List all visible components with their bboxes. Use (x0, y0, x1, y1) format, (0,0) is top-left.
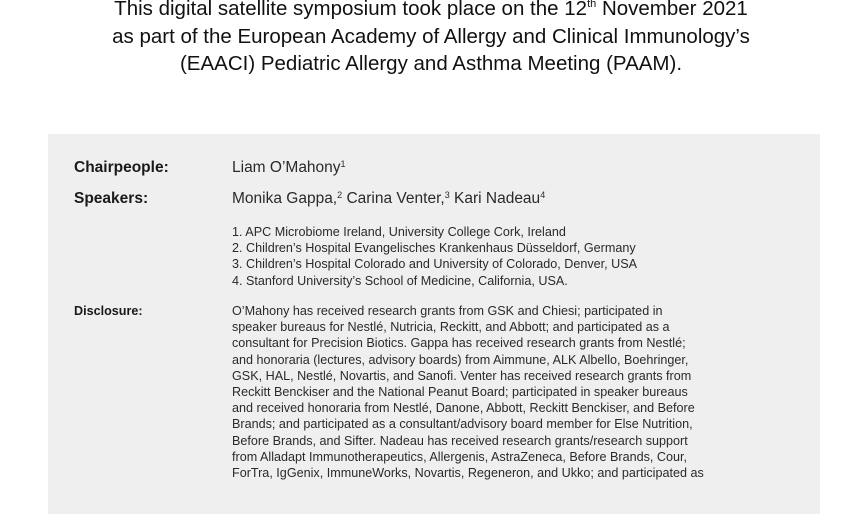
disclosure-line: consultant for Precision Biotics. Gappa has received research grants from Nestlé; (232, 336, 686, 351)
intro-line-3: (EAACI) Pediatric Allergy and Asthma Meeting (PAAM). (179, 52, 683, 75)
chairpeople-value: Liam O’Mahony$^1$ (232, 159, 346, 176)
disclosure-line: O’Mahony has received research grants from GSK and Chiesi; participated in (232, 304, 663, 318)
disclosure-line: and received honoraria from Nestlé, Danone, Abbott, Reckitt Benckiser, and Before (232, 401, 695, 416)
disclosure-line: Reckitt Benckiser and the National Peanut Board; participated in speaker bureaus (232, 385, 688, 400)
disclosure-line: from Alladapt Immunotherapeutics, Allergenis, AstraZeneca, Before Brands, Cour, (232, 449, 688, 464)
affiliation-item: 1. APC Microbiome Ireland, University College Cork, Ireland (232, 225, 566, 239)
disclosure-line: ForTra, IgGenix, ImmuneWorks, Novartis, Regeneron, and Ukko; and participated as (232, 466, 704, 481)
speakers-value: Monika Gappa,$^2$ Carina Venter,$^3$ Kari Nadeau$^4$ (232, 190, 546, 207)
affiliation-item: 3. Children’s Hospital Colorado and University of Colorado, Denver, USA (232, 257, 638, 272)
disclosure-line: speaker bureaus for Nestlé, Nutricia, Reckitt, and Abbott; and participated as a (232, 320, 670, 335)
affiliation-item: 4. Stanford University’s School of Medicine, California, USA. (232, 273, 568, 288)
affiliation-item: 2. Children’s Hospital Evangelisches Krankenhaus Düsseldorf, Germany (232, 241, 636, 256)
intro-line-2: as part of the European Academy of Allergy and Clinical Immunology’s (112, 24, 750, 48)
chairpeople-label: Chairpeople: (74, 159, 169, 176)
info-panel (48, 134, 820, 514)
disclosure-line: Before Brands, and Sifter. Nadeau has received research grants/research support (232, 433, 688, 448)
disclosure-line: and honoraria (lectures, advisory boards) from Aimmune, ALK Albello, Boehringer, (232, 352, 689, 367)
disclosure-label: Disclosure: (74, 304, 143, 318)
intro-text (0, 0, 862, 78)
disclosure-line: GSK, HAL, Nestlé, Novartis, and Sanofi. Venter has received research grants from (232, 368, 692, 383)
intro-line-1: This digital satellite symposium took place on the 12th November 2021 (114, 0, 748, 20)
speakers-label: Speakers: (74, 190, 149, 207)
affiliations-list (232, 224, 637, 289)
disclosure-text (232, 303, 792, 481)
disclosure-line: Brands; and participated as a consultant/advisory board member for Else Nutrition, (232, 417, 693, 432)
